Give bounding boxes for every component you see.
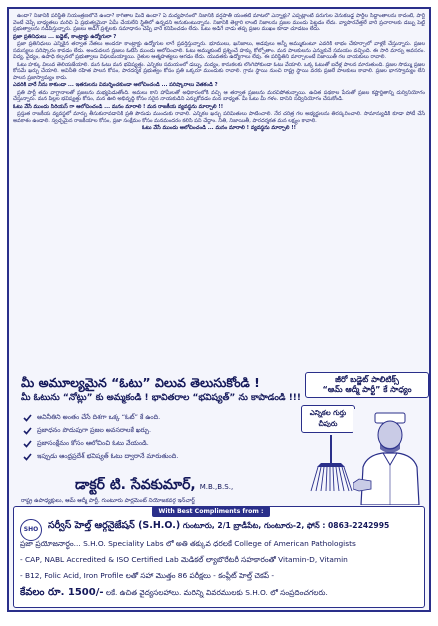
bullet-text: ప్రజాసంక్షేమం కోసం ఆలోచించి ఓటు వేయండి. [37,439,149,447]
article-closing: ఓటు వేసే ముందు ఆలోచించండి ... మనం మారాలి ! వ్యవస్థను మార్చాలి !! [142,125,296,131]
ad-line: ప్రజా ప్రయోజనార్థం... S.H.O. Speciality Labs లో అతి తక్కువ ధరలకే College of American Pathologists [20,539,356,548]
symbol-caption: ఎన్నికల గుర్తు [309,409,347,417]
org-name: సర్వీస్ హెల్త్ ఆర్గనైజేషన్ (S.H.O.) [48,520,181,531]
article-paragraph: ప్రతి పార్టీ తమ వాగ్దానాలతో ప్రజలను మభ్యపెడుతోంది. అమలు కాని హామీలతో అధికారంలోకి వచ్చి ఆ తర్వాత ప్రజలను మరచిపోతున్నాయి. ఉచిత పథకాల పేరుతో ప్రజల కష్టార్జితాన్ని దుర్వినియోగం చేస్తున్నారు. మన పిల్లల భవిష్యత్తు కోసం, మన ఊరి అభివృద్ధి కోసం సరైన నాయకుడిని ఎన్నుకోవడం మన బాధ్యత. మీ ఓటు మీ గళం. దానిని సద్వినియోగం చేసుకోండి. [13,89,425,102]
ad-footer-text: లకే. ఉచిత వైద్యసలహాలు. మరిన్ని వివరములకు S.H.O. లో సంప్రదించగలరు. [105,588,328,597]
candidate-name-text: డాక్టర్ టి. సేవకుమార్, [75,477,196,493]
article-heading: ప్రజా ప్రతినిధులు ... బడ్జెట్, కాంట్రాక్టు ఉద్యోగులా ? [13,33,117,40]
candidate-name [75,477,335,495]
bullet-text: ఇప్పుడు ఆంధ్రప్రదేశ్ భవిష్యత్ ఓటు ద్వారానే మారుతుంది. [37,452,179,460]
bullet-item [23,450,293,463]
article-paragraph: ప్రజా ప్రతినిధులు ఎన్నికైన తర్వాత నేతలు అందరూ కాంట్రాక్టు ఉద్యోగుల లాగే ప్రవర్తిస్తున్నారు. భూములు, ఖనిజాలు, అడవులు అన్నీ అమ్ముకుంటూ ఎవరికి లాభం చేకూర్చాలో వాళ్లకే చేస్తున్నారు. ప్రజల సమస్యలు పరిష్కారం కావడం లేదు. అందువలన ప్రజలు ఓటేసే ముందు ఆలోచించాలి. ఓటు అమ్ముకుంటే ప్రశ్నించే హక్కు కోల్పోతాం. మన పాలకులను ఎన్నుకునే సమయం వచ్చింది. ఈ సారి మార్పు అవసరం. విద్య, వైద్యం, ఉపాధి కల్పనలో ప్రభుత్వాలు విఫలమయ్యాయి. రైతుల ఆత్మహత్యలు ఆగడం లేదు. యువతకు ఉద్యోగాలు లేవు. ఈ పరిస్థితిని మార్చాలంటే నిజాయితీ గల నాయకులు రావాలి. [13,41,425,60]
bullet-item [23,437,293,450]
banner-subtitle: మీ ఓటును “నోట్లు” కు అమ్మకండి ! భావితరాల “భవిష్యత్” ను కాపాడండి !!! [21,393,302,403]
bullet-item [23,424,293,437]
article-paragraph: ఉందా? నిజానికి పరిస్థితి నియంత్రణలోనే ఉందా? కాగితాల మీదే ఉందా? ఏ మద్యపానంలో నిజానికి వర్షపాతీ యంతటి మాటలో ఎన్నాళ్లు? ఎప్పట్లాంటి పరుగుల వెనుకబడ్డ పార్టీల సిద్ధాంతాలను కాదంటే, పార్టీ వెంటే చెప్పే బాధ్యతలు మరిచి ఏ ప్రభుత్వమైనా ఏమీ చేయలేని స్థితిలో ఉన్నదని అనుకుంటున్నాను. నిజానికి తెల్లారి లాంటి నిజాలను ప్రజల ముందు పెట్టడం లేదు. వ్యాపారవేత్తలే వారి ప్రచారాలకు డబ్బు పెట్టి ప్రభుత్వాలను నడిపిస్తున్నారు. ప్రజలు అడిగే ప్రశ్నలకు సమాధానం చెప్పే వారే కనిపించడం లేదు. ఓటు అడిగే నాడు తప్ప ప్రజల ముఖం కూడా చూడటం లేదు. [13,13,425,32]
article-paragraph: ఓటు హక్కు విలువ తెలియజేయాలి. మన ఓటు మన భవిష్యత్తు. ఎన్నికల సమయంలో డబ్బు, మద్యం, కానుకలకు లొంగిపోకుండా ఓటు వేయాలి. ఒక్క ఓటుతో ఐదేళ్ల పాలన మారుతుంది. ప్రజల సొమ్ము ప్రజల కోసమే ఖర్చు చేయాలి. అవినీతి రహిత పాలన కోసం, పారదర్శక ప్రభుత్వం కోసం ప్రతి ఒక్కరూ ముందుకు రావాలి. గ్రామ స్థాయి నుంచి రాష్ట్ర స్థాయి వరకు ప్రజలే పాలకులు కావాలి. ప్రజల భాగస్వామ్యం లేని పాలన ప్రజాస్వామ్యం కాదు. [13,61,425,81]
zero-budget-box [305,372,429,398]
ad-line: - CAP, NABL Accredited & ISO Certified Lab మెడికల్ ల్యాబొరేటరీ సహకారంతో Vitamin-D, Vitamin [20,555,348,564]
check-icon [23,453,32,466]
election-symbol-label [301,405,355,433]
pamphlet-page [7,7,431,612]
banner-title: మీ అమూల్యమైన “ఓటు” విలువ తెలుసుకోండి ! [21,375,260,390]
org-address: గుంటూరు, 2/1 బ్రాడీపేట, గుంటూరు-2, [182,521,305,530]
zero-budget-line: జీరో బడ్జెట్ పాలిటిక్స్ [335,375,399,384]
article-heading: ఓటు వేసే ముందు సిరియస్ గా ఆలోచించండి ... మనం మారాలి ! మన రాజకీయ వ్యవస్థను మార్చాలి !! [13,103,224,110]
ad-line: - B12, Folic Acid, Iron Profile లతో సహా మొత్తం 86 పరీక్షలు - కంప్లీట్ హెల్త్ చెకప్ - [20,571,275,580]
bullet-item [23,411,293,424]
article-paragraph: ప్రస్తుత రాజకీయ వ్యవస్థలో మార్పు తీసుకురావడానికి ప్రతి పౌరుడు ముందుకు రావాలి. ఎన్నికల ఖర్చు పరిమితులు పాటించాలి. నేర చరిత్ర గల అభ్యర్థులను తిరస్కరించాలి. సామాన్యుడికి కూడా పోటీ చేసే అవకాశం ఉండాలి. స్వచ్ఛమైన రాజకీయాల కోసం, ప్రజా సంక్షేమం కోసం మనమందరం కలిసి పని చేద్దాం. నీతి, నిజాయితీ, పారదర్శకత మన లక్ష్యం కావాలి. [13,111,425,124]
article-text [13,13,425,368]
bullet-text: ప్రజాధనం పొదుపుగా ప్రజల అవసరాలకే ఖర్చు. [37,426,151,434]
sponsor-advertisement [13,506,425,608]
ad-price-line [20,586,420,600]
ad-price: కేవలం రూ. 1500/- [20,587,104,598]
org-header [48,520,420,533]
zero-budget-party-line: “ఆమ్ ఆద్మీ పార్టీ” కే సాధ్యం [322,385,412,394]
candidate-role: రాష్ట్ర ఉపాధ్యక్షులు, ఆమ్ ఆద్మీ పార్టీ, గుంటూరు పార్లమెంట్ నియోజకవర్గ ఇన్‌చార్జ్ [21,498,195,504]
compliments-badge: With Best Compliments from : [152,506,270,517]
candidate-portrait [353,409,427,505]
candidate-degree: M.B.,B.S., [199,483,234,491]
article-heading: ఎవరికి వారే నీను కాకుండా ... ఇతరులను విమర్శించకుండా ఆలోచించండి ... పరిష్కారాలు వెతకండి ? [13,82,218,88]
bullet-text: అవినీతిని అంతం చేసే దిశగా ఒక్క “ఓట్” కే ఉంది. [37,413,161,421]
bullet-list [23,411,293,463]
org-phone: ఫోన్ : 0863-2242995 [306,521,390,530]
symbol-name: చీపురు [318,420,338,428]
sho-logo: SHO [20,519,42,541]
